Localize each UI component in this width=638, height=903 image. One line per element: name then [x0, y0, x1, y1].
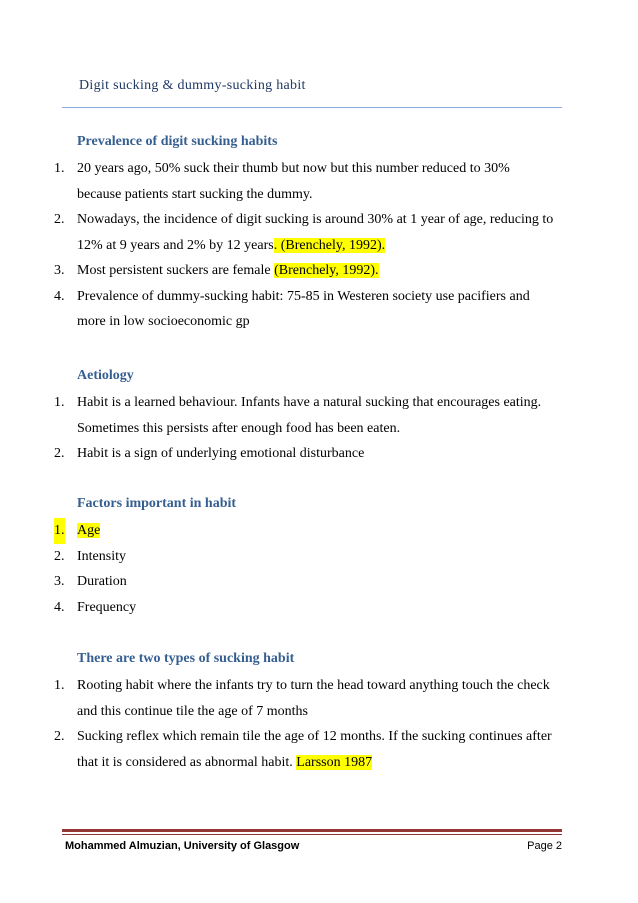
list-text: 20 years ago, 50% suck their thumb but now but this number reduced to 30% because patients start sucking the dummy. [77, 161, 510, 202]
list-text-body: Most persistent suckers are female [77, 263, 275, 278]
header-divider [62, 107, 562, 108]
list-number: 4. [54, 288, 65, 304]
list-text: Rooting habit where the infants try to turn the head toward anything touch the check and this continue tile the age of 7 months [77, 678, 550, 719]
list-number: 1. [54, 518, 65, 544]
citation-highlight: Larsson 1987 [296, 754, 373, 770]
list-text: Frequency [77, 599, 137, 615]
list-factors [0, 518, 638, 620]
list-text [77, 518, 557, 544]
list-number: 1. [54, 161, 65, 176]
list-number: 1. [54, 678, 65, 693]
list-text [77, 207, 557, 258]
citation-highlight: . (Brenchely, 1992). [273, 237, 386, 253]
list-text [77, 724, 557, 775]
list-number: 4. [54, 599, 65, 615]
list-text-body: Age [77, 523, 101, 538]
list-number: 2. [54, 548, 65, 564]
footer-divider-thick [62, 829, 562, 832]
list-item [0, 441, 638, 467]
list-item [0, 518, 638, 544]
footer-page-number: Page 2 [527, 840, 562, 852]
list-item [0, 284, 638, 335]
section-heading-factors: Factors important in habit [77, 496, 237, 511]
list-item [0, 569, 638, 595]
list-aetiology [0, 390, 638, 467]
section-heading-aetiology: Aetiology [77, 368, 134, 383]
section-heading-prevalence: Prevalence of digit sucking habits [77, 134, 278, 149]
list-number: 2. [54, 446, 65, 461]
list-text: Prevalence of dummy-sucking habit: 75-85 in Westeren society use pacifiers and more in low socioeconomic gp [77, 288, 530, 329]
list-number: 3. [54, 574, 65, 589]
list-item [0, 156, 638, 207]
list-item [0, 724, 638, 775]
list-text-body: Nowadays, the incidence of digit sucking is around 30% at 1 year of age, reducing to 12% at 9 years and 2% by 12 years [77, 212, 554, 253]
list-item [0, 258, 638, 284]
footer-divider-thin [62, 834, 562, 835]
list-number: 2. [54, 212, 65, 227]
list-number: 3. [54, 263, 65, 278]
list-prevalence [0, 156, 638, 335]
page-header-title: Digit sucking & dummy-sucking habit [79, 78, 306, 93]
list-text-body: Sucking reflex which remain tile the age of 12 months. If the sucking continues after that it is considered as abnormal habit. [77, 729, 552, 770]
list-types [0, 673, 638, 775]
list-item [0, 390, 638, 441]
footer-author: Mohammed Almuzian, University of Glasgow [65, 840, 300, 852]
list-item [0, 595, 638, 621]
list-number: 2. [54, 729, 65, 744]
list-text: Intensity [77, 548, 126, 564]
list-text: Habit is a sign of underlying emotional disturbance [77, 446, 365, 461]
list-text [77, 258, 557, 284]
list-text: Duration [77, 574, 127, 589]
list-item [0, 544, 638, 570]
list-item [0, 207, 638, 258]
list-item [0, 673, 638, 724]
list-text: Habit is a learned behaviour. Infants have a natural sucking that encourages eating. Sometimes this persists after enough food has been eaten. [77, 395, 542, 436]
citation-highlight: (Brenchely, 1992). [274, 263, 379, 278]
list-number: 1. [54, 395, 65, 410]
section-heading-types: There are two types of sucking habit [77, 651, 295, 666]
